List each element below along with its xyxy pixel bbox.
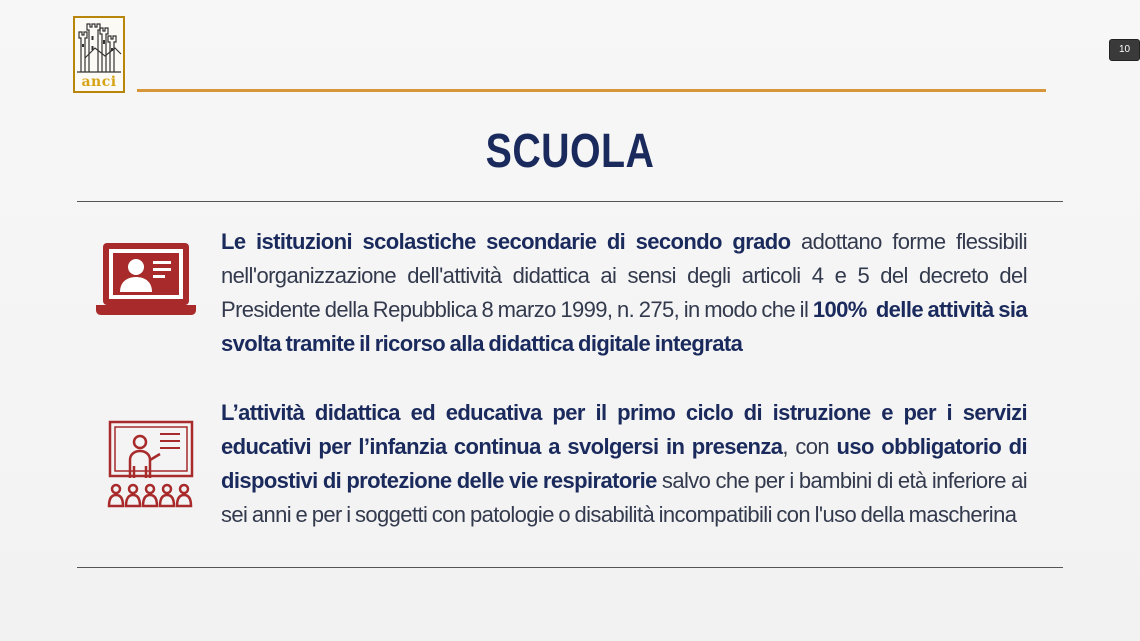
paragraph1-bold-tail: 100% delle attività sia svolta tramite il ricorso alla didattica digitale integrata: [221, 297, 1032, 356]
classroom-presentation-icon: [106, 420, 196, 510]
paragraph-secondary-schools: [221, 225, 1032, 361]
page-title: SCUOLA: [485, 125, 655, 178]
logo-text: anci: [81, 74, 117, 90]
page-number-badge: 10: [1109, 39, 1140, 61]
paragraph2-bold-mid: uso obbligatorio di dispostivi di protezione delle vie respiratorie: [221, 434, 1027, 493]
castle-towers-icon: [75, 18, 123, 74]
paragraph2-text-b: salvo che per i bambini di età inferiore ai sei anni e per i soggetti con patologie o disabilità incompatibili con l'uso della mascherina: [221, 468, 1027, 527]
header-divider: [137, 89, 1046, 92]
paragraph2-text-a: , con: [782, 434, 837, 459]
top-divider: [77, 201, 1063, 202]
paragraph2-bold-lead: L’attività didattica ed educativa per il primo ciclo di istruzione e per i servizi educativi per l’infanzia continua a svolgersi in presenza: [221, 400, 1027, 459]
paragraph-primary-cycle: [221, 396, 1027, 532]
paragraph1-text: adottano forme flessibili nell'organizzazione dell'attività didattica ai sensi degli articoli 4 e 5 del decreto del Presidente della Repubblica 8 marzo 1999, n. 275, in modo che il: [221, 229, 1027, 322]
bottom-divider: [77, 567, 1063, 568]
online-teacher-laptop-icon: [96, 241, 196, 318]
anci-logo: [73, 16, 125, 93]
paragraph1-bold-lead: Le istituzioni scolastiche secondarie di secondo grado: [221, 229, 791, 254]
